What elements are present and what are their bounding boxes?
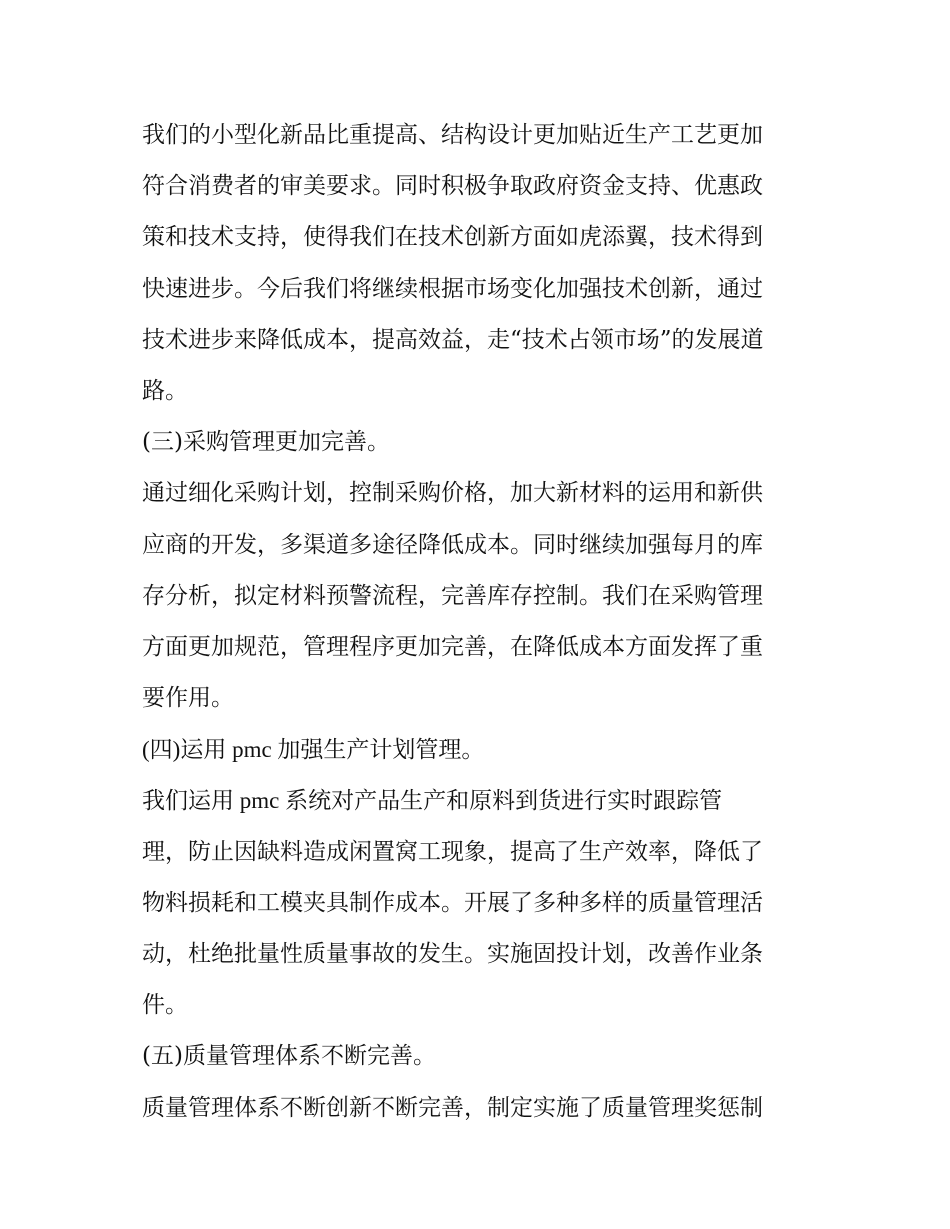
paragraph-line: 路。 bbox=[142, 377, 188, 404]
paragraph-line: 我们的小型化新品比重提高、结构设计更加贴近生产工艺更加 bbox=[142, 122, 763, 148]
paragraph-line: 存分析，拟定材料预警流程，完善库存控制。我们在采购管理 bbox=[142, 582, 763, 609]
paragraph-line: 应商的开发，多渠道多途径降低成本。同时继续加强每月的库 bbox=[142, 531, 763, 558]
section-heading: (三)采购管理更加完善。 bbox=[142, 429, 390, 456]
paragraph-line: 我们运用 pmc 系统对产品生产和原料到货进行实时跟踪管 bbox=[142, 788, 723, 814]
document-body bbox=[142, 110, 814, 1134]
paragraph-line: 通过细化采购计划，控制采购价格，加大新材料的运用和新供 bbox=[142, 480, 763, 507]
paragraph-line: 方面更加规范，管理程序更加完善，在降低成本方面发挥了重 bbox=[142, 633, 763, 660]
section-heading: (四)运用 pmc 加强生产计划管理。 bbox=[142, 737, 485, 763]
paragraph-line: 件。 bbox=[142, 992, 188, 1019]
paragraph-line: 快速进步。今后我们将继续根据市场变化加强技术创新，通过 bbox=[142, 275, 763, 302]
paragraph-line: 技术进步来降低成本，提高效益，走“技术占领市场”的发展道 bbox=[142, 326, 764, 353]
paragraph-line: 物料损耗和工模夹具制作成本。开展了多种多样的质量管理活 bbox=[142, 889, 763, 916]
paragraph-line: 质量管理体系不断创新不断完善，制定实施了质量管理奖惩制 bbox=[142, 1094, 763, 1121]
paragraph-line: 要作用。 bbox=[142, 685, 234, 712]
paragraph-line: 符合消费者的审美要求。同时积极争取政府资金支持、优惠政 bbox=[142, 173, 763, 200]
paragraph-line: 理，防止因缺料造成闲置窝工现象，提高了生产效率，降低了 bbox=[142, 838, 763, 865]
paragraph-line: 策和技术支持，使得我们在技术创新方面如虎添翼，技术得到 bbox=[142, 224, 763, 251]
section-heading: (五)质量管理体系不断完善。 bbox=[142, 1043, 436, 1070]
paragraph-line: 动，杜绝批量性质量事故的发生。实施固投计划，改善作业条 bbox=[142, 941, 763, 967]
